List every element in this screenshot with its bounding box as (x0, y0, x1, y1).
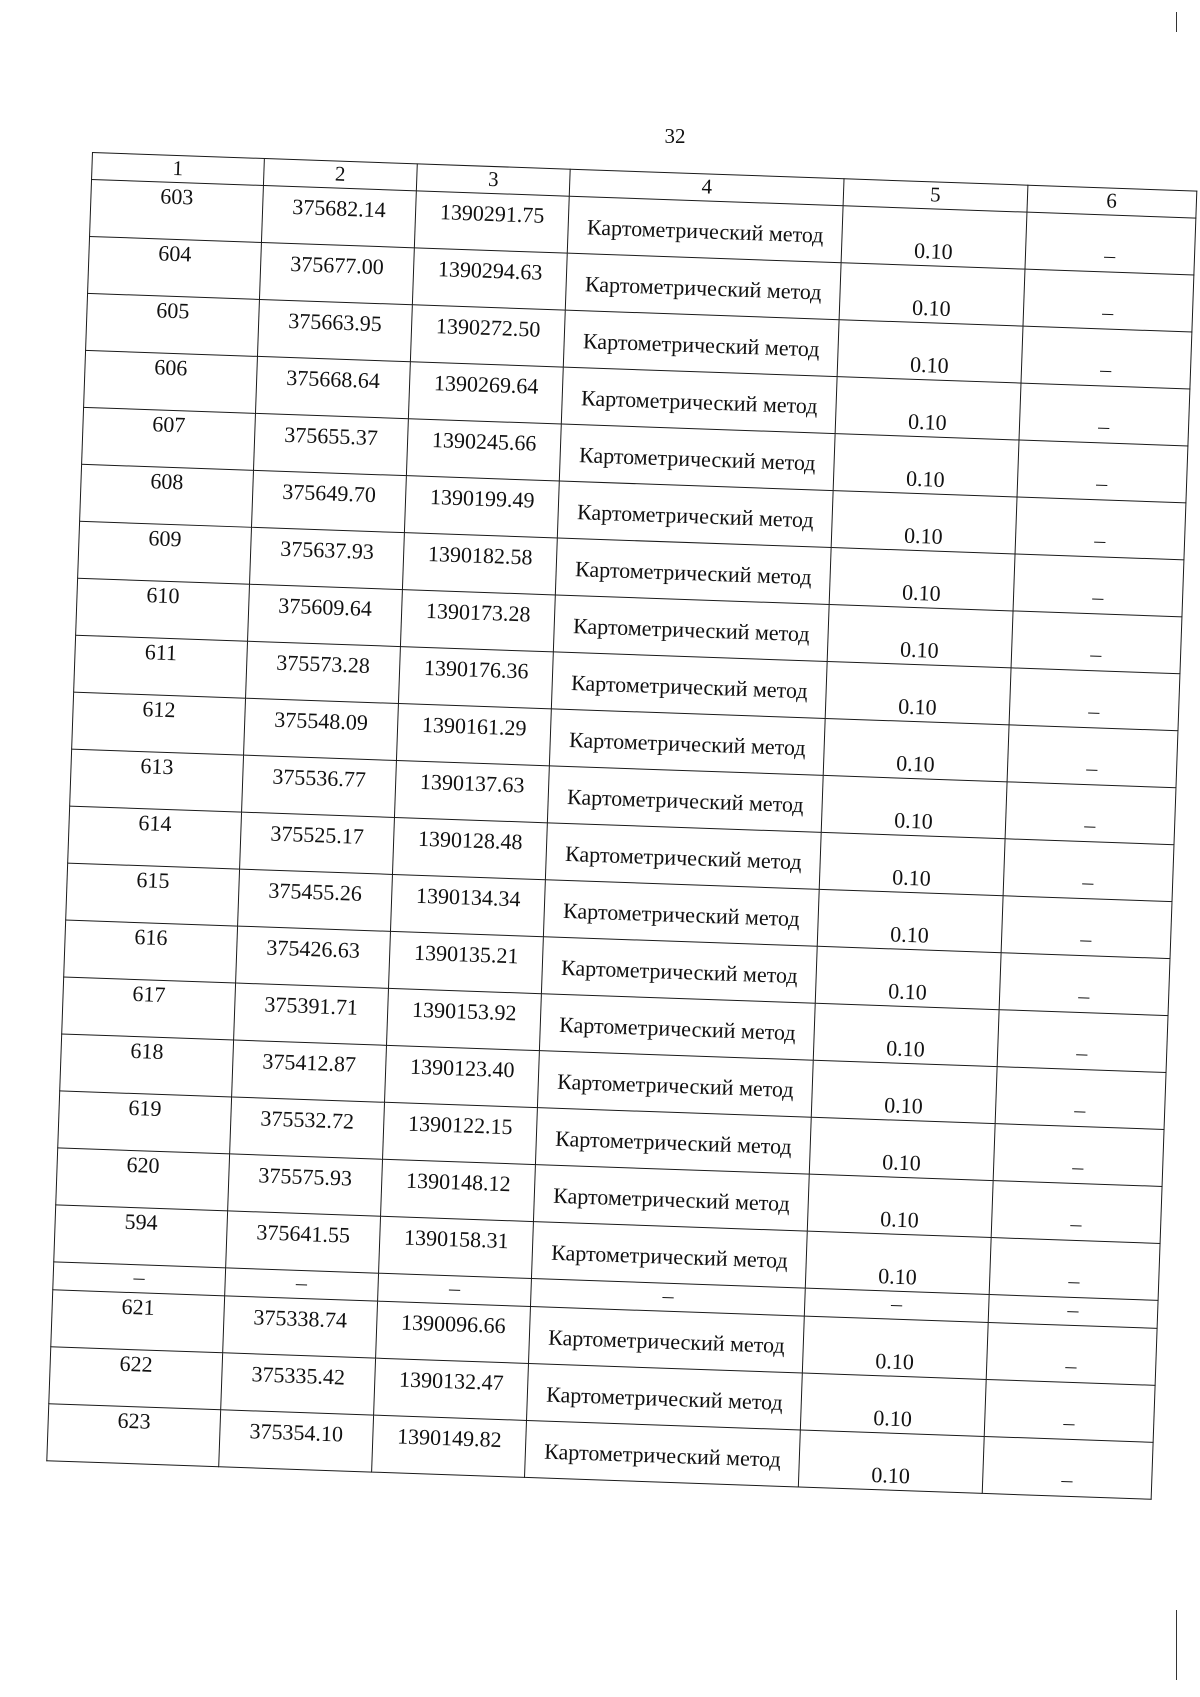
accuracy-cell: 0.10 (805, 1231, 990, 1294)
method-cell: Картометрический метод (542, 937, 818, 1004)
note-cell: – (1022, 269, 1193, 332)
accuracy-cell: 0.10 (813, 1003, 998, 1066)
method-cell: Картометрический метод (563, 310, 839, 377)
coordinates-table-wrapper (46, 152, 1197, 1500)
coordinates-table (46, 152, 1197, 1500)
point-id-cell: – (53, 1262, 226, 1296)
column-header: 3 (416, 164, 570, 196)
point-id-cell: 607 (82, 407, 256, 470)
y-coordinate-cell: 1390135.21 (388, 931, 543, 993)
note-cell: – (993, 1124, 1164, 1187)
y-coordinate-cell: 1390149.82 (372, 1415, 527, 1477)
accuracy-cell: 0.10 (815, 946, 1000, 1009)
point-id-cell: 606 (84, 350, 258, 413)
note-cell: – (991, 1181, 1162, 1244)
note-cell: – (1009, 668, 1180, 731)
point-id-cell: 594 (54, 1205, 228, 1268)
note-cell: – (1015, 497, 1186, 560)
y-coordinate-cell: 1390199.49 (404, 476, 559, 538)
accuracy-cell: 0.10 (829, 548, 1014, 611)
table-body (47, 180, 1196, 1500)
y-coordinate-cell: 1390122.15 (383, 1102, 538, 1164)
y-coordinate-cell: 1390134.34 (390, 874, 545, 936)
note-cell: – (984, 1379, 1155, 1442)
x-coordinate-cell: 375655.37 (253, 413, 408, 475)
point-id-cell: 612 (72, 692, 246, 755)
note-cell: – (1011, 611, 1182, 674)
point-id-cell: 603 (90, 180, 264, 243)
y-coordinate-cell: 1390272.50 (410, 305, 565, 367)
accuracy-cell: 0.10 (800, 1373, 985, 1436)
method-cell: Картометрический метод (540, 994, 816, 1061)
y-coordinate-cell: 1390182.58 (402, 533, 557, 595)
note-cell: – (989, 1238, 1160, 1301)
note-cell: – (1001, 896, 1172, 959)
y-coordinate-cell: 1390291.75 (414, 191, 569, 253)
method-cell: Картометрический метод (556, 538, 832, 605)
x-coordinate-cell: 375677.00 (259, 242, 414, 304)
scan-edge-mark (1176, 12, 1177, 32)
note-cell: – (1017, 440, 1188, 503)
x-coordinate-cell: 375548.09 (243, 698, 398, 760)
y-coordinate-cell: 1390153.92 (386, 988, 541, 1050)
y-coordinate-cell: 1390245.66 (406, 419, 561, 481)
method-cell: Картометрический метод (536, 1108, 812, 1175)
accuracy-cell: 0.10 (811, 1060, 996, 1123)
x-coordinate-cell: 375609.64 (247, 584, 402, 646)
point-id-cell: 608 (80, 464, 254, 527)
accuracy-cell: – (804, 1288, 988, 1322)
method-cell: Картометрический метод (567, 196, 843, 263)
accuracy-cell: 0.10 (798, 1430, 983, 1493)
method-cell: Картометрический метод (559, 424, 835, 491)
y-coordinate-cell: 1390128.48 (392, 817, 547, 879)
x-coordinate-cell: – (224, 1268, 378, 1301)
column-header: 4 (569, 169, 844, 206)
x-coordinate-cell: 375335.42 (220, 1353, 375, 1415)
method-cell: Картометрический метод (552, 652, 828, 719)
method-cell: Картометрический метод (532, 1222, 808, 1289)
accuracy-cell: 0.10 (802, 1316, 987, 1379)
method-cell: Картометрический метод (546, 823, 822, 890)
x-coordinate-cell: 375455.26 (237, 869, 392, 931)
accuracy-cell: 0.10 (825, 661, 1010, 724)
accuracy-cell: 0.10 (827, 605, 1012, 668)
column-header: 5 (843, 179, 1027, 212)
y-coordinate-cell: 1390158.31 (379, 1216, 534, 1278)
point-id-cell: 613 (70, 749, 244, 812)
column-header: 6 (1026, 185, 1196, 218)
scan-edge-mark (1176, 1610, 1177, 1680)
y-coordinate-cell: 1390269.64 (408, 362, 563, 424)
point-id-cell: 615 (66, 863, 240, 926)
x-coordinate-cell: 375641.55 (225, 1211, 380, 1273)
page-number: 32 (664, 124, 686, 148)
note-cell: – (1021, 326, 1192, 389)
point-id-cell: 623 (47, 1404, 221, 1467)
x-coordinate-cell: 375668.64 (255, 356, 410, 418)
accuracy-cell: 0.10 (821, 775, 1006, 838)
x-coordinate-cell: 375525.17 (239, 812, 394, 874)
method-cell: Картометрический метод (558, 481, 834, 548)
column-header: 1 (92, 153, 265, 186)
point-id-cell: 618 (60, 1034, 234, 1097)
y-coordinate-cell: 1390123.40 (384, 1045, 539, 1107)
x-coordinate-cell: 375573.28 (245, 641, 400, 703)
note-cell: – (997, 1010, 1168, 1073)
x-coordinate-cell: 375391.71 (233, 983, 388, 1045)
method-cell: Картометрический метод (565, 253, 841, 320)
x-coordinate-cell: 375536.77 (241, 755, 396, 817)
y-coordinate-cell: – (378, 1273, 532, 1306)
y-coordinate-cell: 1390173.28 (400, 590, 555, 652)
note-cell: – (982, 1436, 1153, 1499)
method-cell: Картометрический метод (538, 1051, 814, 1118)
method-cell: Картометрический метод (550, 709, 826, 776)
note-cell: – (995, 1067, 1166, 1130)
point-id-cell: 619 (58, 1091, 232, 1154)
point-id-cell: 617 (62, 977, 236, 1040)
accuracy-cell: 0.10 (809, 1117, 994, 1180)
method-cell: Картометрический метод (529, 1307, 805, 1374)
method-cell: Картометрический метод (525, 1420, 801, 1487)
column-header: 2 (263, 159, 417, 191)
y-coordinate-cell: 1390294.63 (412, 248, 567, 310)
y-coordinate-cell: 1390176.36 (398, 647, 553, 709)
point-id-cell: 604 (88, 236, 262, 299)
y-coordinate-cell: 1390096.66 (376, 1301, 531, 1363)
note-cell: – (986, 1322, 1157, 1385)
point-id-cell: 611 (74, 635, 248, 698)
method-cell: Картометрический метод (527, 1363, 803, 1430)
method-cell: – (531, 1279, 806, 1317)
accuracy-cell: 0.10 (831, 491, 1016, 554)
x-coordinate-cell: 375412.87 (231, 1040, 386, 1102)
note-cell: – (1005, 782, 1176, 845)
method-cell: Картометрический метод (534, 1165, 810, 1232)
x-coordinate-cell: 375426.63 (235, 926, 390, 988)
accuracy-cell: 0.10 (807, 1174, 992, 1237)
point-id-cell: 614 (68, 806, 242, 869)
point-id-cell: 622 (49, 1347, 223, 1410)
note-cell: – (1019, 383, 1190, 446)
x-coordinate-cell: 375663.95 (257, 299, 412, 361)
note-cell: – (1003, 839, 1174, 902)
accuracy-cell: 0.10 (819, 832, 1004, 895)
accuracy-cell: 0.10 (841, 206, 1026, 269)
point-id-cell: 609 (78, 521, 252, 584)
y-coordinate-cell: 1390132.47 (374, 1358, 529, 1420)
note-cell: – (1024, 212, 1195, 275)
method-cell: Картометрический метод (561, 367, 837, 434)
accuracy-cell: 0.10 (839, 263, 1024, 326)
x-coordinate-cell: 375682.14 (261, 185, 416, 247)
y-coordinate-cell: 1390137.63 (394, 760, 549, 822)
x-coordinate-cell: 375354.10 (218, 1410, 373, 1472)
accuracy-cell: 0.10 (817, 889, 1002, 952)
accuracy-cell: 0.10 (833, 434, 1018, 497)
note-cell: – (988, 1294, 1158, 1328)
x-coordinate-cell: 375649.70 (251, 470, 406, 532)
y-coordinate-cell: 1390148.12 (381, 1159, 536, 1221)
point-id-cell: 610 (76, 578, 250, 641)
method-cell: Картометрический метод (548, 766, 824, 833)
y-coordinate-cell: 1390161.29 (396, 704, 551, 766)
note-cell: – (1013, 554, 1184, 617)
note-cell: – (999, 953, 1170, 1016)
point-id-cell: 621 (51, 1290, 225, 1353)
method-cell: Картометрический метод (544, 880, 820, 947)
method-cell: Картометрический метод (554, 595, 830, 662)
accuracy-cell: 0.10 (835, 377, 1020, 440)
x-coordinate-cell: 375575.93 (227, 1154, 382, 1216)
x-coordinate-cell: 375338.74 (222, 1296, 377, 1358)
x-coordinate-cell: 375532.72 (229, 1097, 384, 1159)
point-id-cell: 616 (64, 920, 238, 983)
x-coordinate-cell: 375637.93 (249, 527, 404, 589)
point-id-cell: 620 (56, 1148, 230, 1211)
accuracy-cell: 0.10 (823, 718, 1008, 781)
note-cell: – (1007, 725, 1178, 788)
point-id-cell: 605 (86, 293, 260, 356)
accuracy-cell: 0.10 (837, 320, 1022, 383)
